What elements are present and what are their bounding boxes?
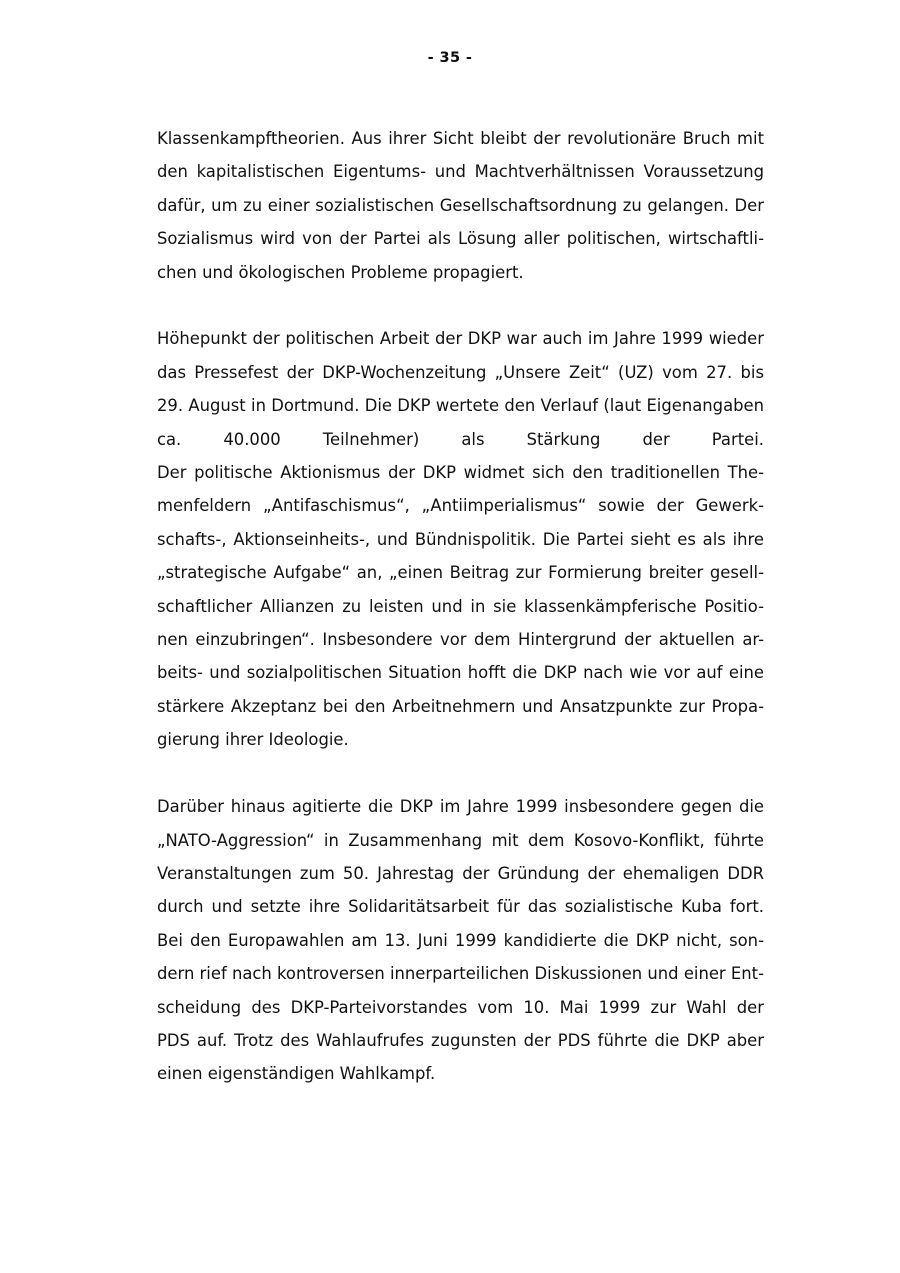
text-line: durch und setzte ihre Solidaritätsarbeit für das sozialistische Kuba fort. — [157, 897, 764, 917]
text-line: ca. 40.000 Teilnehmer) als Stärkung der Partei. — [157, 429, 764, 449]
text-line: „NATO-Aggression“ in Zusammenhang mit dem Kosovo-Konflikt, führte — [157, 830, 764, 850]
text-line: Darüber hinaus agitierte die DKP im Jahre 1999 insbesondere gegen die — [157, 797, 764, 817]
text-line: scheidung des DKP-Parteivorstandes vom 10. Mai 1999 zur Wahl der — [157, 997, 764, 1017]
text-line: schafts-, Aktionseinheits-, und Bündnispolitik. Die Partei sieht es als ihre — [157, 529, 764, 549]
text-line: dafür, um zu einer sozialistischen Gesellschaftsordnung zu gelangen. Der — [157, 195, 764, 215]
text-line: den kapitalistischen Eigentums- und Machtverhältnissen Voraussetzung — [157, 162, 764, 182]
text-line: Höhepunkt der politischen Arbeit der DKP war auch im Jahre 1999 wieder — [157, 329, 764, 349]
text-line: menfeldern „Antifaschismus“, „Antiimperialismus“ sowie der Gewerk- — [157, 496, 764, 516]
paragraph-gap — [157, 289, 764, 322]
text-line: gierung ihrer Ideologie. — [157, 730, 349, 750]
text-line: Der politische Aktionismus der DKP widmet sich den traditionellen The- — [157, 463, 764, 483]
text-line: nen einzubringen“. Insbesondere vor dem Hintergrund der aktuellen ar- — [157, 630, 764, 650]
text-line: schaftlicher Allianzen zu leisten und in sie klassenkämpferische Positio- — [157, 596, 764, 616]
text-line: 29. August in Dortmund. Die DKP wertete den Verlauf (laut Eigenangaben — [157, 396, 764, 416]
text-line: PDS auf. Trotz des Wahlaufrufes zugunsten der PDS führte die DKP aber — [157, 1030, 764, 1050]
text-line: stärkere Akzeptanz bei den Arbeitnehmern und Ansatzpunkte zur Propa- — [157, 696, 764, 716]
text-line: Bei den Europawahlen am 13. Juni 1999 kandidierte die DKP nicht, son- — [157, 930, 764, 950]
text-line: chen und ökologischen Probleme propagiert. — [157, 262, 524, 282]
text-line: Sozialismus wird von der Partei als Lösung aller politischen, wirtschaftli- — [157, 229, 764, 249]
page-number: - 35 - — [427, 50, 473, 66]
text-line: Veranstaltungen zum 50. Jahrestag der Gründung der ehemaligen DDR — [157, 863, 764, 883]
paragraph-1 — [157, 122, 764, 289]
paragraph-gap — [157, 757, 764, 790]
page-body — [157, 122, 764, 1091]
text-line: einen eigenständigen Wahlkampf. — [157, 1064, 436, 1084]
text-line: dern rief nach kontroversen innerparteilichen Diskussionen und einer Ent- — [157, 964, 764, 984]
text-line: „strategische Aufgabe“ an, „einen Beitrag zur Formierung breiter gesell- — [157, 563, 764, 583]
text-line: das Pressefest der DKP-Wochenzeitung „Unsere Zeit“ (UZ) vom 27. bis — [157, 362, 764, 382]
paragraph-3 — [157, 790, 764, 1091]
text-line: beits- und sozialpolitischen Situation hofft die DKP nach wie vor auf eine — [157, 663, 764, 683]
text-line: Klassenkampftheorien. Aus ihrer Sicht bleibt der revolutionäre Bruch mit — [157, 129, 764, 148]
paragraph-2 — [157, 322, 764, 756]
paragraph-container — [157, 122, 764, 1091]
